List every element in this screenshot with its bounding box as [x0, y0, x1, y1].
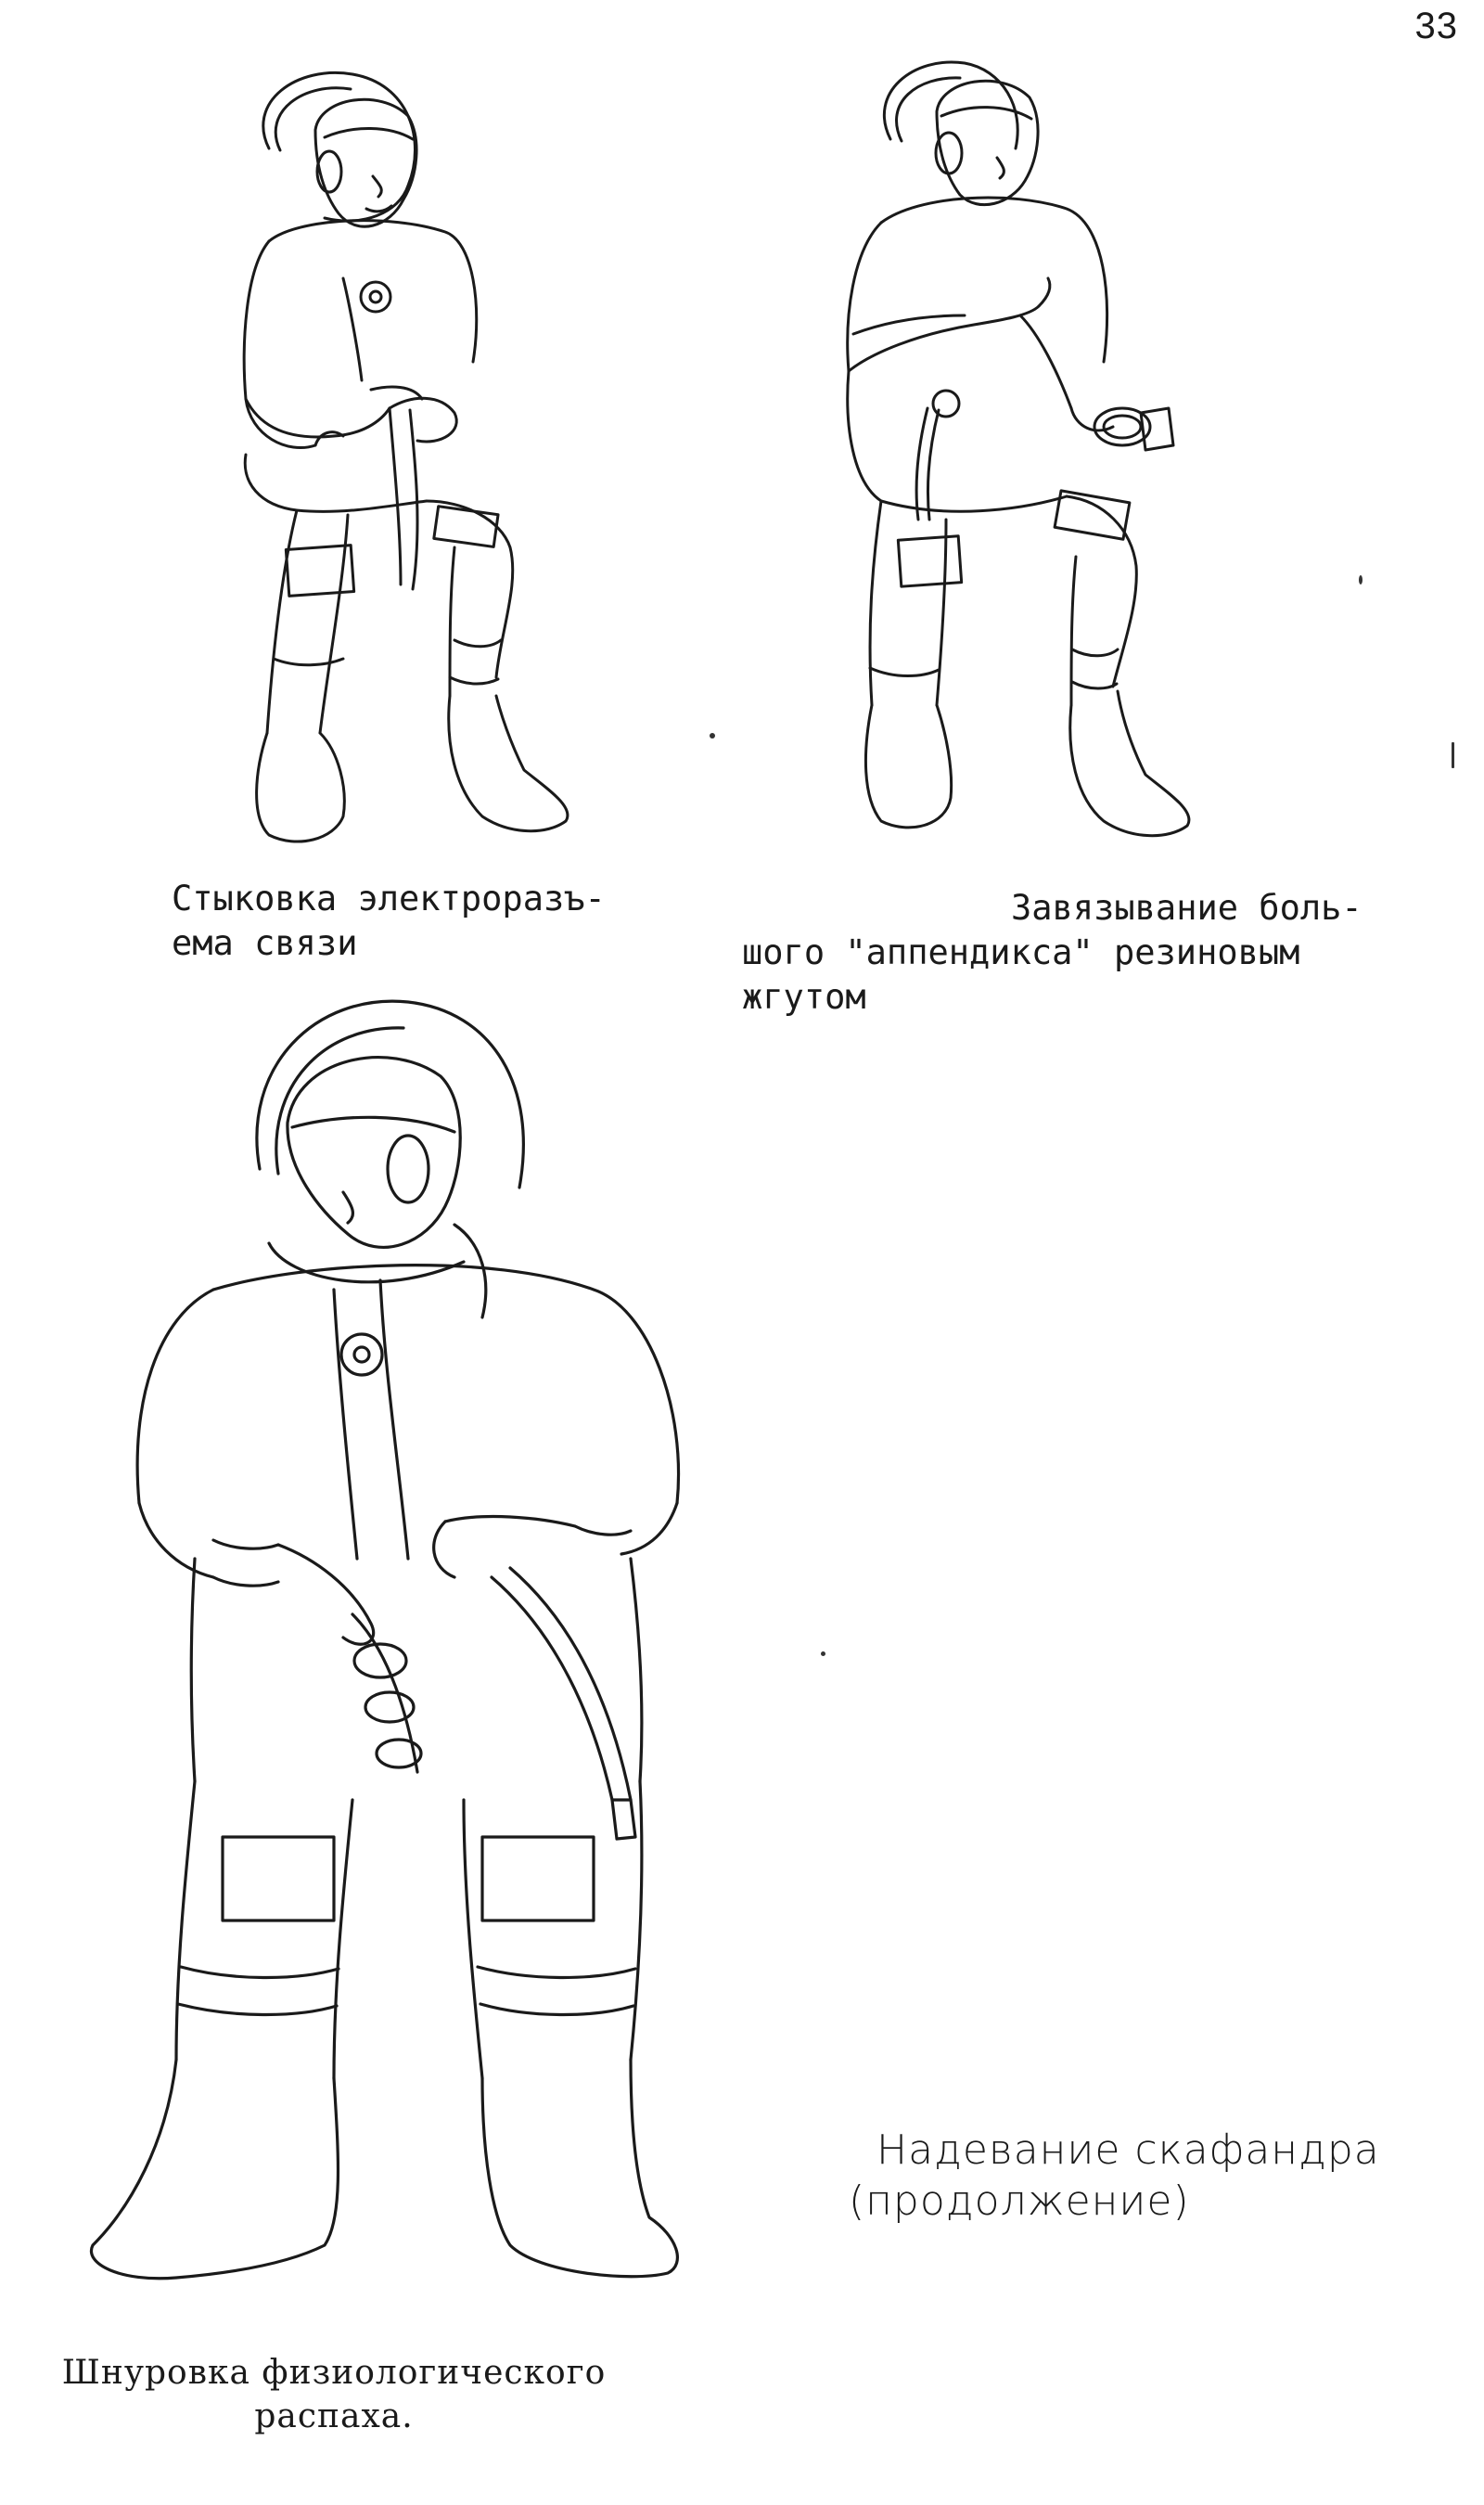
caption-physiological-lacing — [28, 2352, 640, 2439]
caption-line: Шнуровка физиологического — [61, 2354, 607, 2392]
caption-line: ема связи — [172, 923, 358, 964]
illustration-connector-docking — [158, 65, 640, 863]
caption-line: распаха. — [254, 2396, 414, 2435]
caption-appendix-tying — [742, 886, 1447, 1020]
caption-line: Завязывание боль- — [1011, 888, 1362, 928]
section-title-line: Надевание скафандра — [876, 2126, 1380, 2174]
caption-connector-docking — [172, 877, 691, 966]
scan-speck — [710, 733, 715, 739]
scan-speck — [1452, 742, 1454, 768]
scan-speck — [821, 1651, 825, 1656]
section-title — [849, 2125, 1424, 2227]
caption-line: Стыковка электроразъ- — [172, 879, 606, 918]
caption-line: жгутом — [742, 977, 866, 1018]
illustration-appendix-tying — [761, 37, 1243, 854]
scan-speck — [1359, 575, 1362, 584]
caption-line: шого "аппендикса" резиновым — [742, 932, 1300, 973]
illustration-physiological-lacing — [74, 983, 816, 2357]
section-title-line: (продолжение) — [849, 2177, 1190, 2225]
page-number: 33 — [1414, 6, 1458, 46]
